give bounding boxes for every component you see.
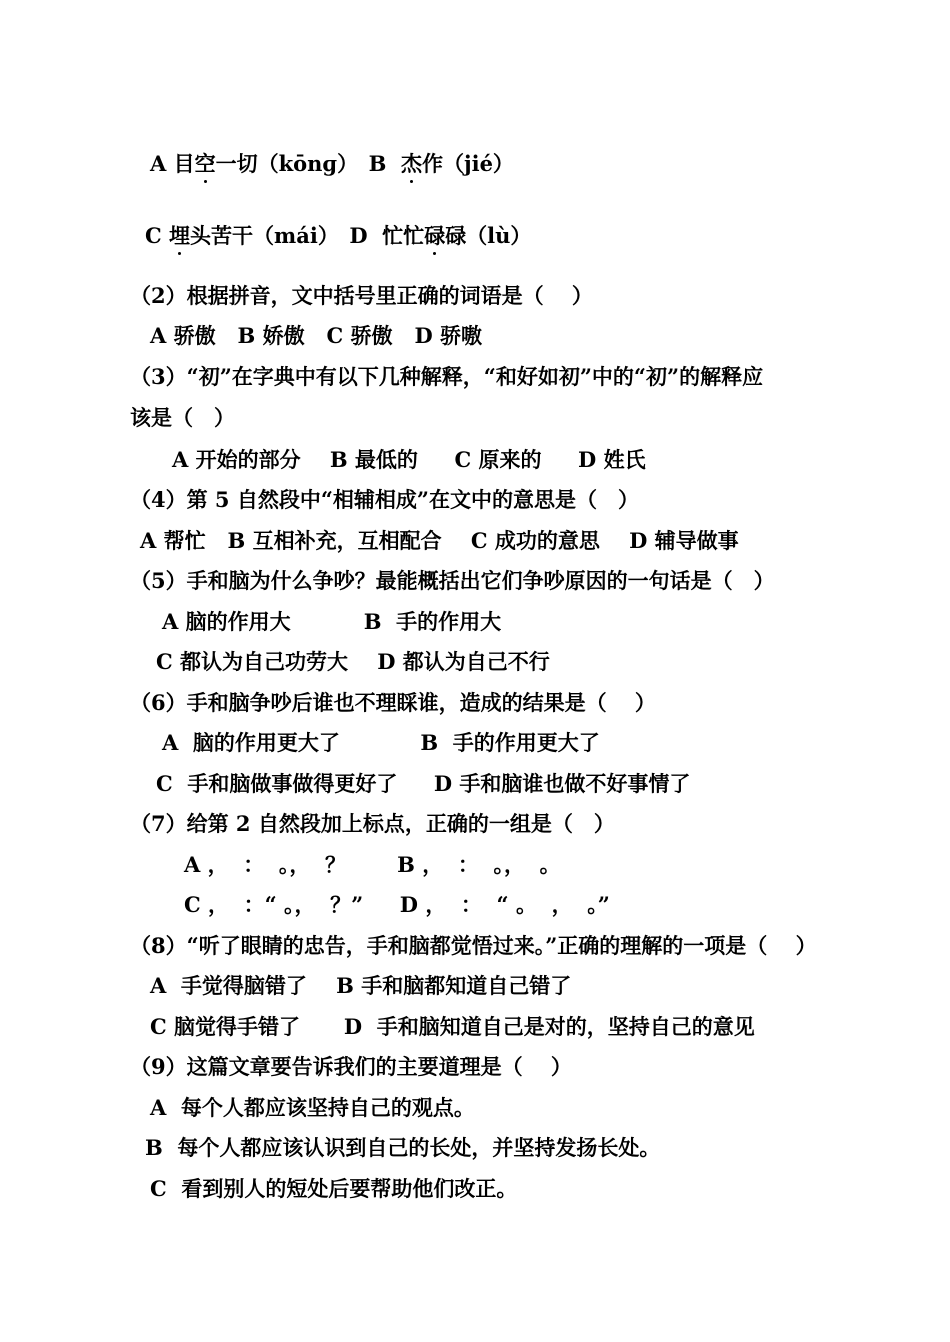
q5-options-ab: A 脑的作用大 B 手的作用大	[162, 609, 502, 634]
q4-question: （4）第 5 自然段中“相辅相成”在文中的意思是（ ）	[130, 487, 640, 512]
q1-option-b-dotted-char: 杰	[401, 151, 422, 176]
q2-question: （2）根据拼音，文中括号里正确的词语是（ ）	[130, 283, 593, 308]
q4-options: A 帮忙 B 互相补充，互相配合 C 成功的意思 D 辅导做事	[140, 528, 739, 553]
q7-question: （7）给第 2 自然段加上标点，正确的一组是（ ）	[130, 811, 615, 836]
q1-option-c-suffix: 头苦干（mái）	[190, 223, 350, 248]
q1-option-line-cd	[145, 222, 531, 250]
q7-options-cd: C ， ：“ 。， ？” D ， ： “ 。 ， 。”	[184, 892, 610, 917]
q6-options-ab: A 脑的作用更大了 B 手的作用更大了	[162, 730, 600, 755]
q9-option-b: B 每个人都应该认识到自己的长处，并坚持发扬长处。	[145, 1135, 661, 1160]
q3-question: （3）“初”在字典中有以下几种解释，“和好如初”中的“初”的解释应	[130, 364, 764, 389]
q9-option-c: C 看到别人的短处后要帮助他们改正。	[150, 1176, 518, 1201]
q9-question: （9）这篇文章要告诉我们的主要道理是（ ）	[130, 1054, 572, 1079]
q6-question: （6）手和脑争吵后谁也不理睬谁，造成的结果是（ ）	[130, 690, 656, 715]
q3-options: A 开始的部分 B 最低的 C 原来的 D 姓氏	[172, 447, 646, 472]
q1-option-c-dotted-char: 埋	[169, 223, 191, 248]
q7-options-ab: A ， ： 。， ？ B ， ： 。， 。	[184, 852, 561, 877]
q1-option-b-prefix: B	[368, 151, 401, 176]
q1-option-c-prefix: C	[145, 223, 170, 248]
q5-options-cd: C 都认为自己功劳大 D 都认为自己不行	[156, 649, 550, 674]
q1-option-d-suffix: 碌（lù）	[445, 223, 532, 248]
q8-question: （8）“听了眼睛的忠告，手和脑都觉悟过来。”正确的理解的一项是（ ）	[130, 933, 817, 958]
q1-option-b-suffix: 作（jié）	[422, 151, 514, 176]
q8-options-cd: C 脑觉得手错了 D 手和脑知道自己是对的，坚持自己的意见	[150, 1014, 755, 1039]
q3-question-continued: 该是（ ）	[130, 405, 235, 430]
q1-option-a-prefix: A 目	[150, 151, 195, 176]
q5-question: （5）手和脑为什么争吵？最能概括出它们争吵原因的一句话是（ ）	[130, 568, 775, 593]
q1-option-d-prefix: D 忙忙	[349, 223, 425, 248]
q1-option-a-suffix: 一切（kōnɡ）	[215, 151, 369, 176]
q9-option-a: A 每个人都应该坚持自己的观点。	[150, 1095, 475, 1120]
q1-option-d-dotted-char: 碌	[424, 223, 446, 248]
q6-options-cd: C 手和脑做事做得更好了 D 手和脑谁也做不好事情了	[156, 771, 691, 796]
q1-option-a-dotted-char: 空	[194, 151, 216, 176]
q2-options: A 骄傲 B 娇傲 C 骄傲 D 骄嗷	[150, 323, 483, 348]
q1-option-line-ab	[150, 150, 514, 178]
q8-options-ab: A 手觉得脑错了 B 手和脑都知道自己错了	[150, 973, 572, 998]
